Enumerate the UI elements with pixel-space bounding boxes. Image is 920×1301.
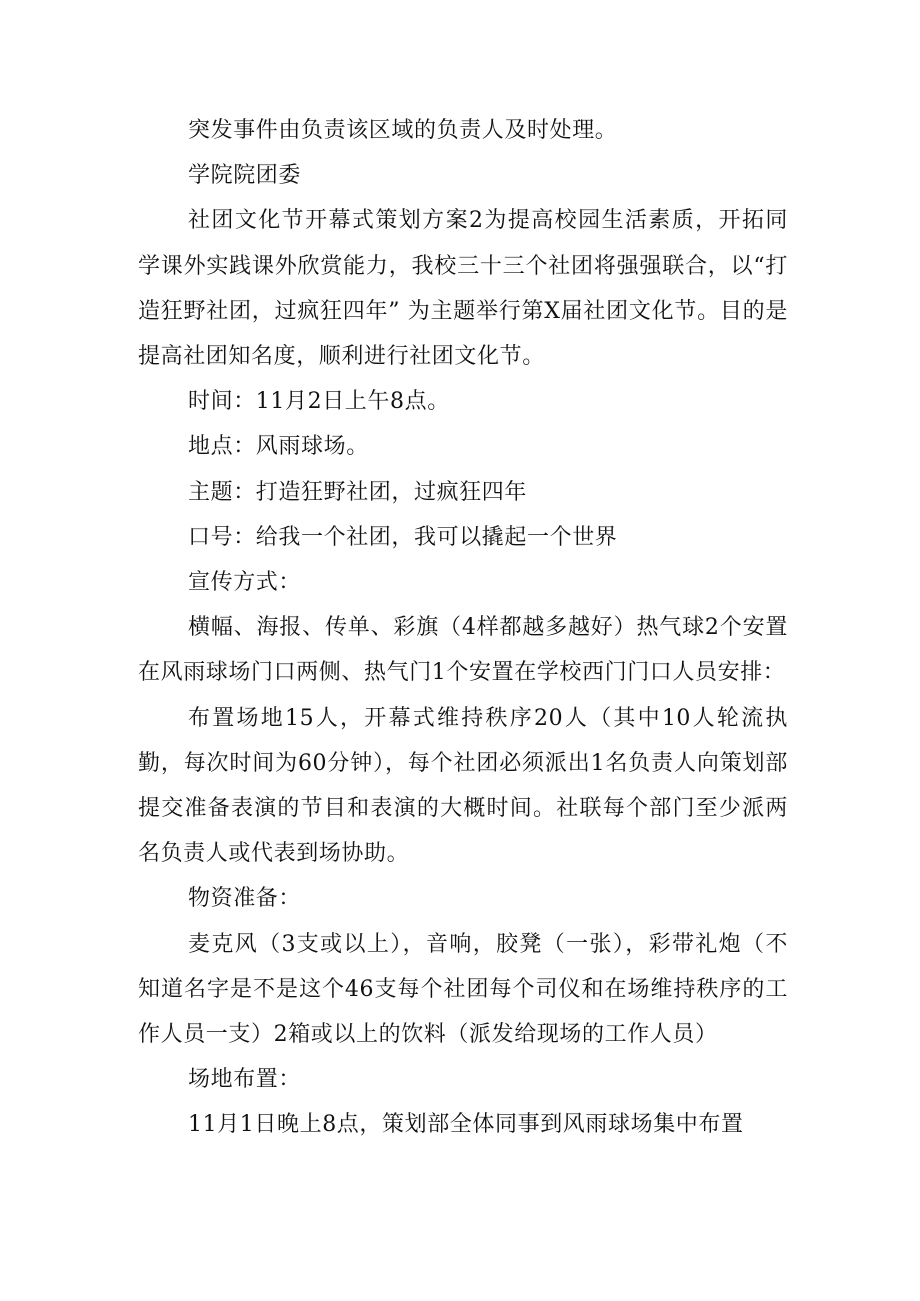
- paragraph-location: 地点：风雨球场。: [188, 434, 369, 460]
- heading-publicity: 宣传方式：: [188, 570, 302, 596]
- paragraph-intro: 社团文化节开幕式策划方案2为提高校园生活素质，开拓同学课外实践课外欣赏能力，我校三十三个社团将强强联合，以“打造狂野社团，过疯狂四年” 为主题举行第X届社团文化节。目的是提高社团知名度，顺利进行社团文化节。: [138, 208, 788, 370]
- heading-supplies: 物资准备：: [188, 886, 302, 912]
- heading-venue-setup: 场地布置：: [188, 1067, 302, 1093]
- paragraph-supplies: 麦克风（3支或以上），音响，胶凳（一张），彩带礼炮（不知道名字是不是这个46支每个社团每个司仪和在场维持秩序的工作人员一支）2箱或以上的饮料（派发给现场的工作人员）: [138, 931, 788, 1048]
- paragraph-time: 时间：11月2日上午8点。: [188, 389, 450, 415]
- paragraph-issuer: 学院院团委: [188, 163, 302, 189]
- paragraph-emergency-handling: 突发事件由负责该区域的负责人及时处理。: [188, 118, 618, 143]
- paragraph-slogan: 口号：给我一个社团，我可以撬起一个世界: [188, 524, 618, 550]
- paragraph-theme: 主题：打造狂野社团，过疯狂四年: [188, 479, 528, 505]
- paragraph-staffing: 布置场地15人，开幕式维持秩序20人（其中10人轮流执勤，每次时间为60分钟），每个社团必须派出1名负责人向策划部提交准备表演的节目和表演的大概时间。社联每个部门至少派两名负责人或代表到场协助。: [138, 705, 788, 867]
- document-page: [138, 108, 788, 1148]
- paragraph-venue-setup: 11月1日晚上8点，策划部全体同事到风雨球场集中布置: [188, 1112, 744, 1138]
- paragraph-publicity: 横幅、海报、传单、彩旗（4样都越多越好）热气球2个安置在风雨球场门口两侧、热气门1个安置在学校西门门口人员安排：: [138, 615, 788, 686]
